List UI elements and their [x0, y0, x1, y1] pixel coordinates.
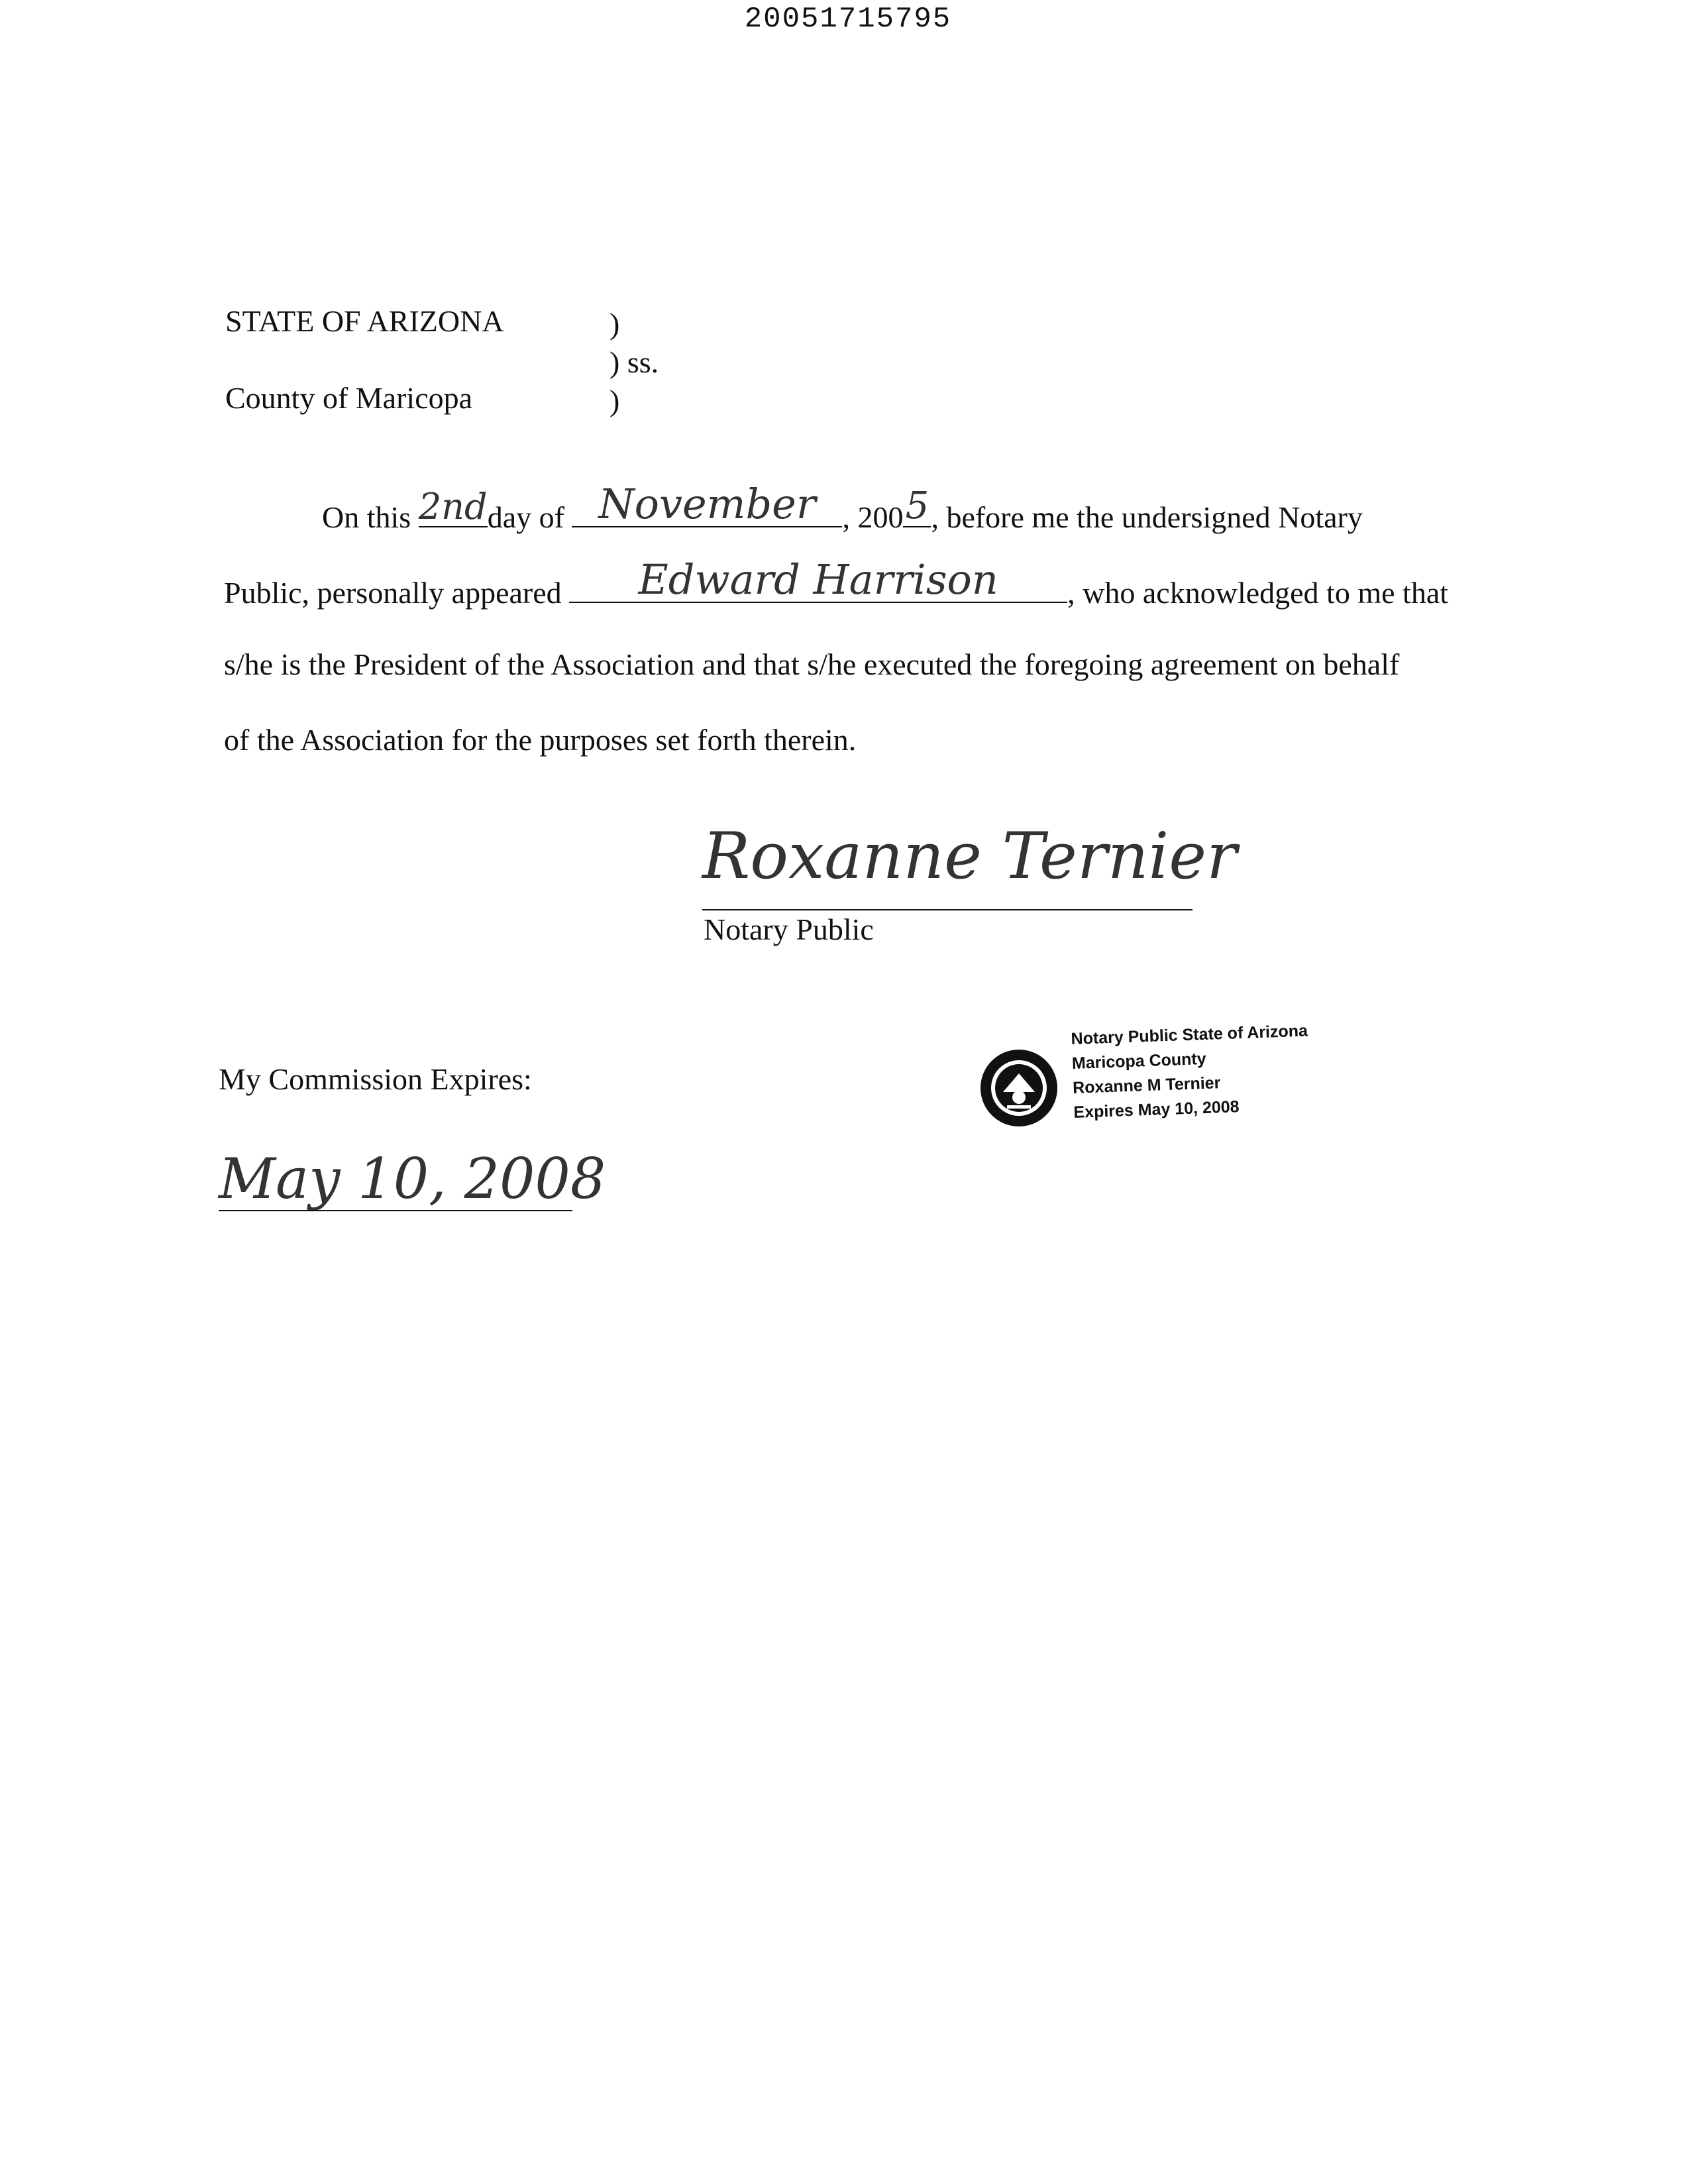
seal-line-2: Maricopa County — [1071, 1049, 1207, 1073]
venue-state: STATE OF ARIZONA — [225, 304, 504, 338]
notary-signature: Roxanne Ternier — [702, 819, 1237, 893]
line1-middle: day of — [487, 500, 564, 534]
venue-paren-open: ) — [610, 307, 620, 341]
commission-label: My Commission Expires: — [219, 1062, 532, 1096]
document-number: 20051715795 — [744, 3, 952, 36]
year-digit-handwritten: 5 — [905, 484, 929, 527]
acknowledgment-line-2 — [224, 555, 1449, 610]
name-handwritten: Edward Harrison — [638, 555, 998, 604]
day-blank — [418, 486, 488, 527]
venue-paren-close: ) — [610, 384, 620, 417]
month-handwritten: November — [598, 480, 816, 528]
day-handwritten: 2nd — [418, 486, 488, 527]
notary-seal-icon — [979, 1048, 1059, 1128]
name-blank — [569, 555, 1067, 604]
year-blank — [903, 484, 931, 527]
notary-seal-text — [1071, 1019, 1310, 1125]
commission-date-line — [219, 1210, 572, 1211]
acknowledgment-line-1 — [322, 480, 1363, 535]
line1-prefix: On this — [322, 500, 411, 534]
year-prefix: , 200 — [842, 500, 904, 534]
signature-line — [702, 909, 1192, 910]
notary-public-label: Notary Public — [704, 912, 874, 946]
seal-line-4: Expires May 10, 2008 — [1073, 1097, 1240, 1122]
acknowledgment-line-4: of the Association for the purposes set forth therein. — [224, 723, 857, 757]
line2-suffix: , who acknowledged to me that — [1067, 576, 1449, 610]
line1-suffix: , before me the undersigned Notary — [931, 500, 1363, 534]
venue-county: County of Maricopa — [225, 381, 473, 415]
month-blank — [572, 480, 842, 528]
commission-date-handwritten: May 10, 2008 — [219, 1146, 606, 1211]
seal-line-1: Notary Public State of Arizona — [1071, 1021, 1308, 1048]
line2-prefix: Public, personally appeared — [224, 576, 562, 610]
acknowledgment-line-3: s/he is the President of the Association and that s/he executed the foregoing agreement on behalf — [224, 647, 1400, 681]
venue-ss: ) ss. — [610, 345, 659, 379]
seal-line-3: Roxanne M Ternier — [1072, 1073, 1221, 1097]
